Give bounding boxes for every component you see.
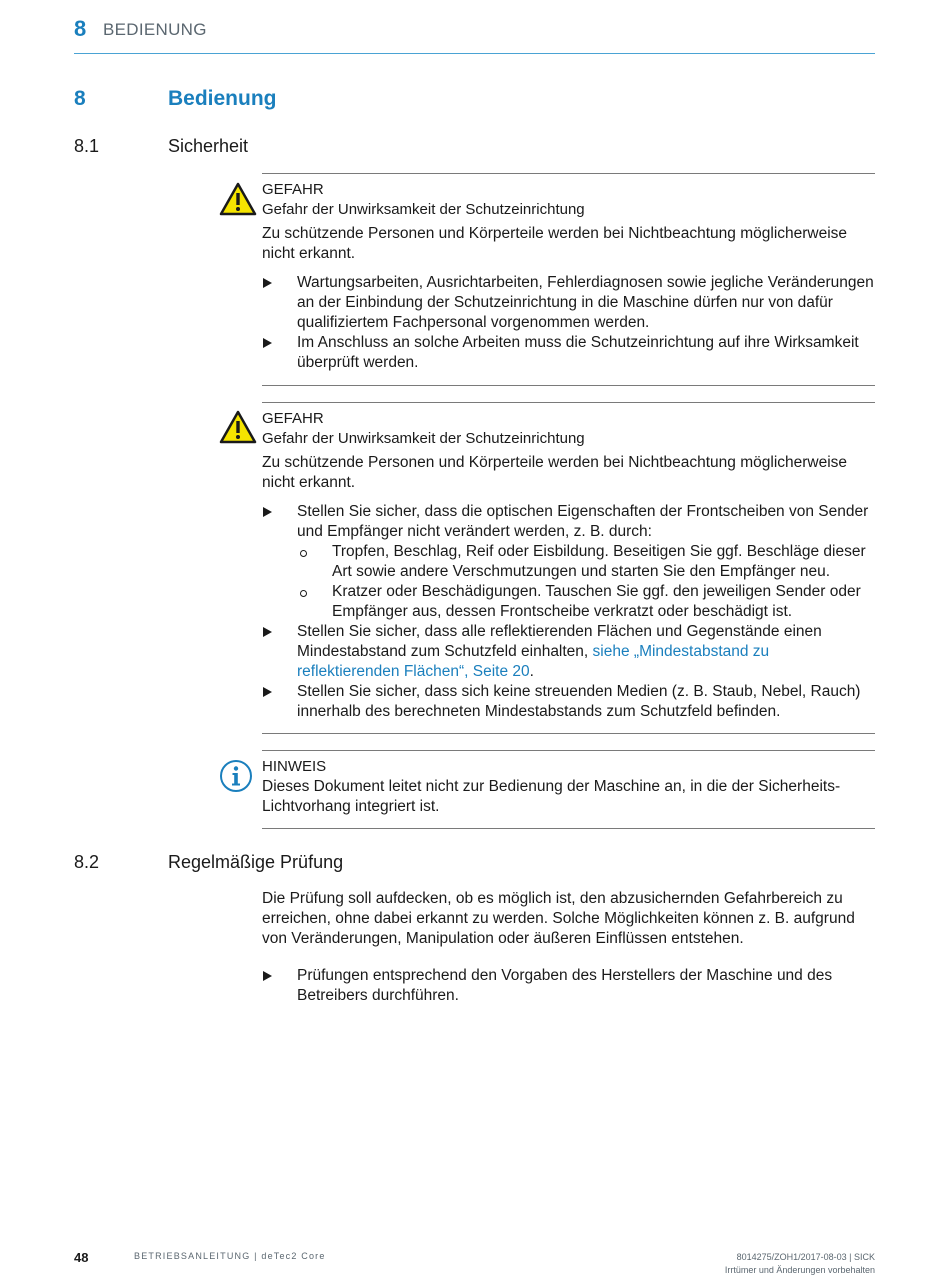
notice-box: [262, 750, 875, 829]
bullet-arrow-icon: [263, 627, 272, 637]
list-item: Stellen Sie sicher, dass sich keine streuenden Medien (z. B. Staub, Nebel, Rauch) innerhalb des berechneten Mindestabstands zum Schutzfeld befinden.: [262, 682, 875, 722]
bullet-arrow-icon: [263, 971, 272, 981]
bullet-circle-icon: [300, 550, 307, 557]
list-item: Prüfungen entsprechend den Vorgaben des Herstellers der Maschine und des Betreibers durchführen.: [262, 966, 876, 1006]
footer-document-title: BETRIEBSANLEITUNG | deTec2 Core: [134, 1251, 326, 1261]
bullet-arrow-icon: [263, 507, 272, 517]
section-number: 8.1: [74, 136, 100, 156]
list-item: Im Anschluss an solche Arbeiten muss die Schutzeinrichtung auf ihre Wirksamkeit überprüft werden.: [262, 333, 875, 373]
list-item: Wartungsarbeiten, Ausrichtarbeiten, Fehlerdiagnosen sowie jegliche Veränderungen an der Einbindung der Schutzeinrichtung in die Maschine dürfen nur von dafür qualifiziertem Fachpersonal vorgenommen werden.: [262, 273, 875, 333]
list-item: Kratzer oder Beschädigungen. Tauschen Sie ggf. den jeweiligen Sender oder Empfänger aus, dessen Frontscheibe verkratzt oder beschädigt ist.: [297, 582, 875, 622]
danger-subtitle: Gefahr der Unwirksamkeit der Schutzeinrichtung: [262, 430, 585, 447]
danger-bullet-list: [262, 502, 875, 722]
running-header: [74, 16, 875, 54]
header-chapter-title: BEDIENUNG: [103, 20, 207, 39]
sub-bullet-list: [297, 542, 875, 622]
danger-text: Zu schützende Personen und Körperteile werden bei Nichtbeachtung möglicherweise nicht erkannt.: [262, 225, 848, 262]
footer-info: [725, 1251, 875, 1277]
danger-subtitle: Gefahr der Unwirksamkeit der Schutzeinrichtung: [262, 201, 585, 218]
chapter-number: 8: [74, 87, 86, 110]
notice-text: Dieses Dokument leitet nicht zur Bedienung der Maschine an, in die der Sicherheits-Lichtvorhang integriert ist.: [262, 778, 841, 815]
section-number: 8.2: [74, 852, 100, 872]
section-title: Regelmäßige Prüfung: [168, 852, 344, 872]
warning-triangle-icon: [219, 182, 257, 216]
warning-triangle-icon: [219, 410, 257, 444]
bullet-circle-icon: [300, 590, 307, 597]
danger-label: GEFAHR: [262, 181, 324, 198]
section-title: Sicherheit: [168, 136, 249, 156]
list-item: Stellen Sie sicher, dass die optischen Eigenschaften der Frontscheiben von Sender und Empfänger nicht verändert werden, z. B. durch: Tropfen, Beschlag, Reif oder Eisbildung. Beseitigen Sie ggf. Beschläge dieser Art sowie andere Verschmutzungen und starten Sie den Empfänger neu. Kratzer oder Beschädigungen. Tauschen Sie ggf. den jeweiligen Sender oder Empfänger aus, dessen Frontscheibe verkratzt oder beschädigt ist.: [262, 502, 875, 622]
footer-disclaimer: Irrtümer und Änderungen vorbehalten: [724, 1265, 875, 1275]
section-paragraph: Die Prüfung soll aufdecken, ob es möglich ist, den abzusichernden Gefahrbereich zu erreichen, ohne dabei erkannt zu werden. Solche Möglichkeiten können z. B. aufgrund von Veränderungen, Manipulation oder äußeren Einflüssen entstehen.: [262, 890, 855, 947]
danger-text: Zu schützende Personen und Körperteile werden bei Nichtbeachtung möglicherweise nicht erkannt.: [262, 454, 848, 491]
section-bullet-list: [262, 966, 876, 1006]
info-icon: [219, 759, 253, 793]
danger-label: GEFAHR: [262, 410, 324, 427]
cross-reference-link[interactable]: siehe „Mindestabstand zu reflektierenden Flächen“, Seite 20: [297, 643, 770, 680]
list-item: Tropfen, Beschlag, Reif oder Eisbildung. Beseitigen Sie ggf. Beschläge dieser Art sowie andere Verschmutzungen und starten Sie den Empfänger neu.: [297, 542, 875, 582]
bullet-arrow-icon: [263, 338, 272, 348]
notice-label: HINWEIS: [262, 758, 327, 775]
bullet-arrow-icon: [263, 687, 272, 697]
chapter-title: Bedienung: [168, 87, 277, 110]
bullet-arrow-icon: [263, 278, 272, 288]
page-number: 48: [74, 1250, 89, 1265]
list-item: Stellen Sie sicher, dass alle reflektierenden Flächen und Gegenstände einen Mindestabstand zum Schutzfeld einhalten, siehe „Mindestabstand zu reflektierenden Flächen“, Seite 20.: [262, 622, 875, 682]
danger-bullet-list: [262, 273, 875, 373]
danger-box: [262, 402, 875, 734]
danger-box: [262, 173, 875, 386]
header-chapter-number: 8: [74, 16, 87, 41]
footer-document-id: 8014275/ZOH1/2017-08-03 | SICK: [736, 1252, 875, 1262]
